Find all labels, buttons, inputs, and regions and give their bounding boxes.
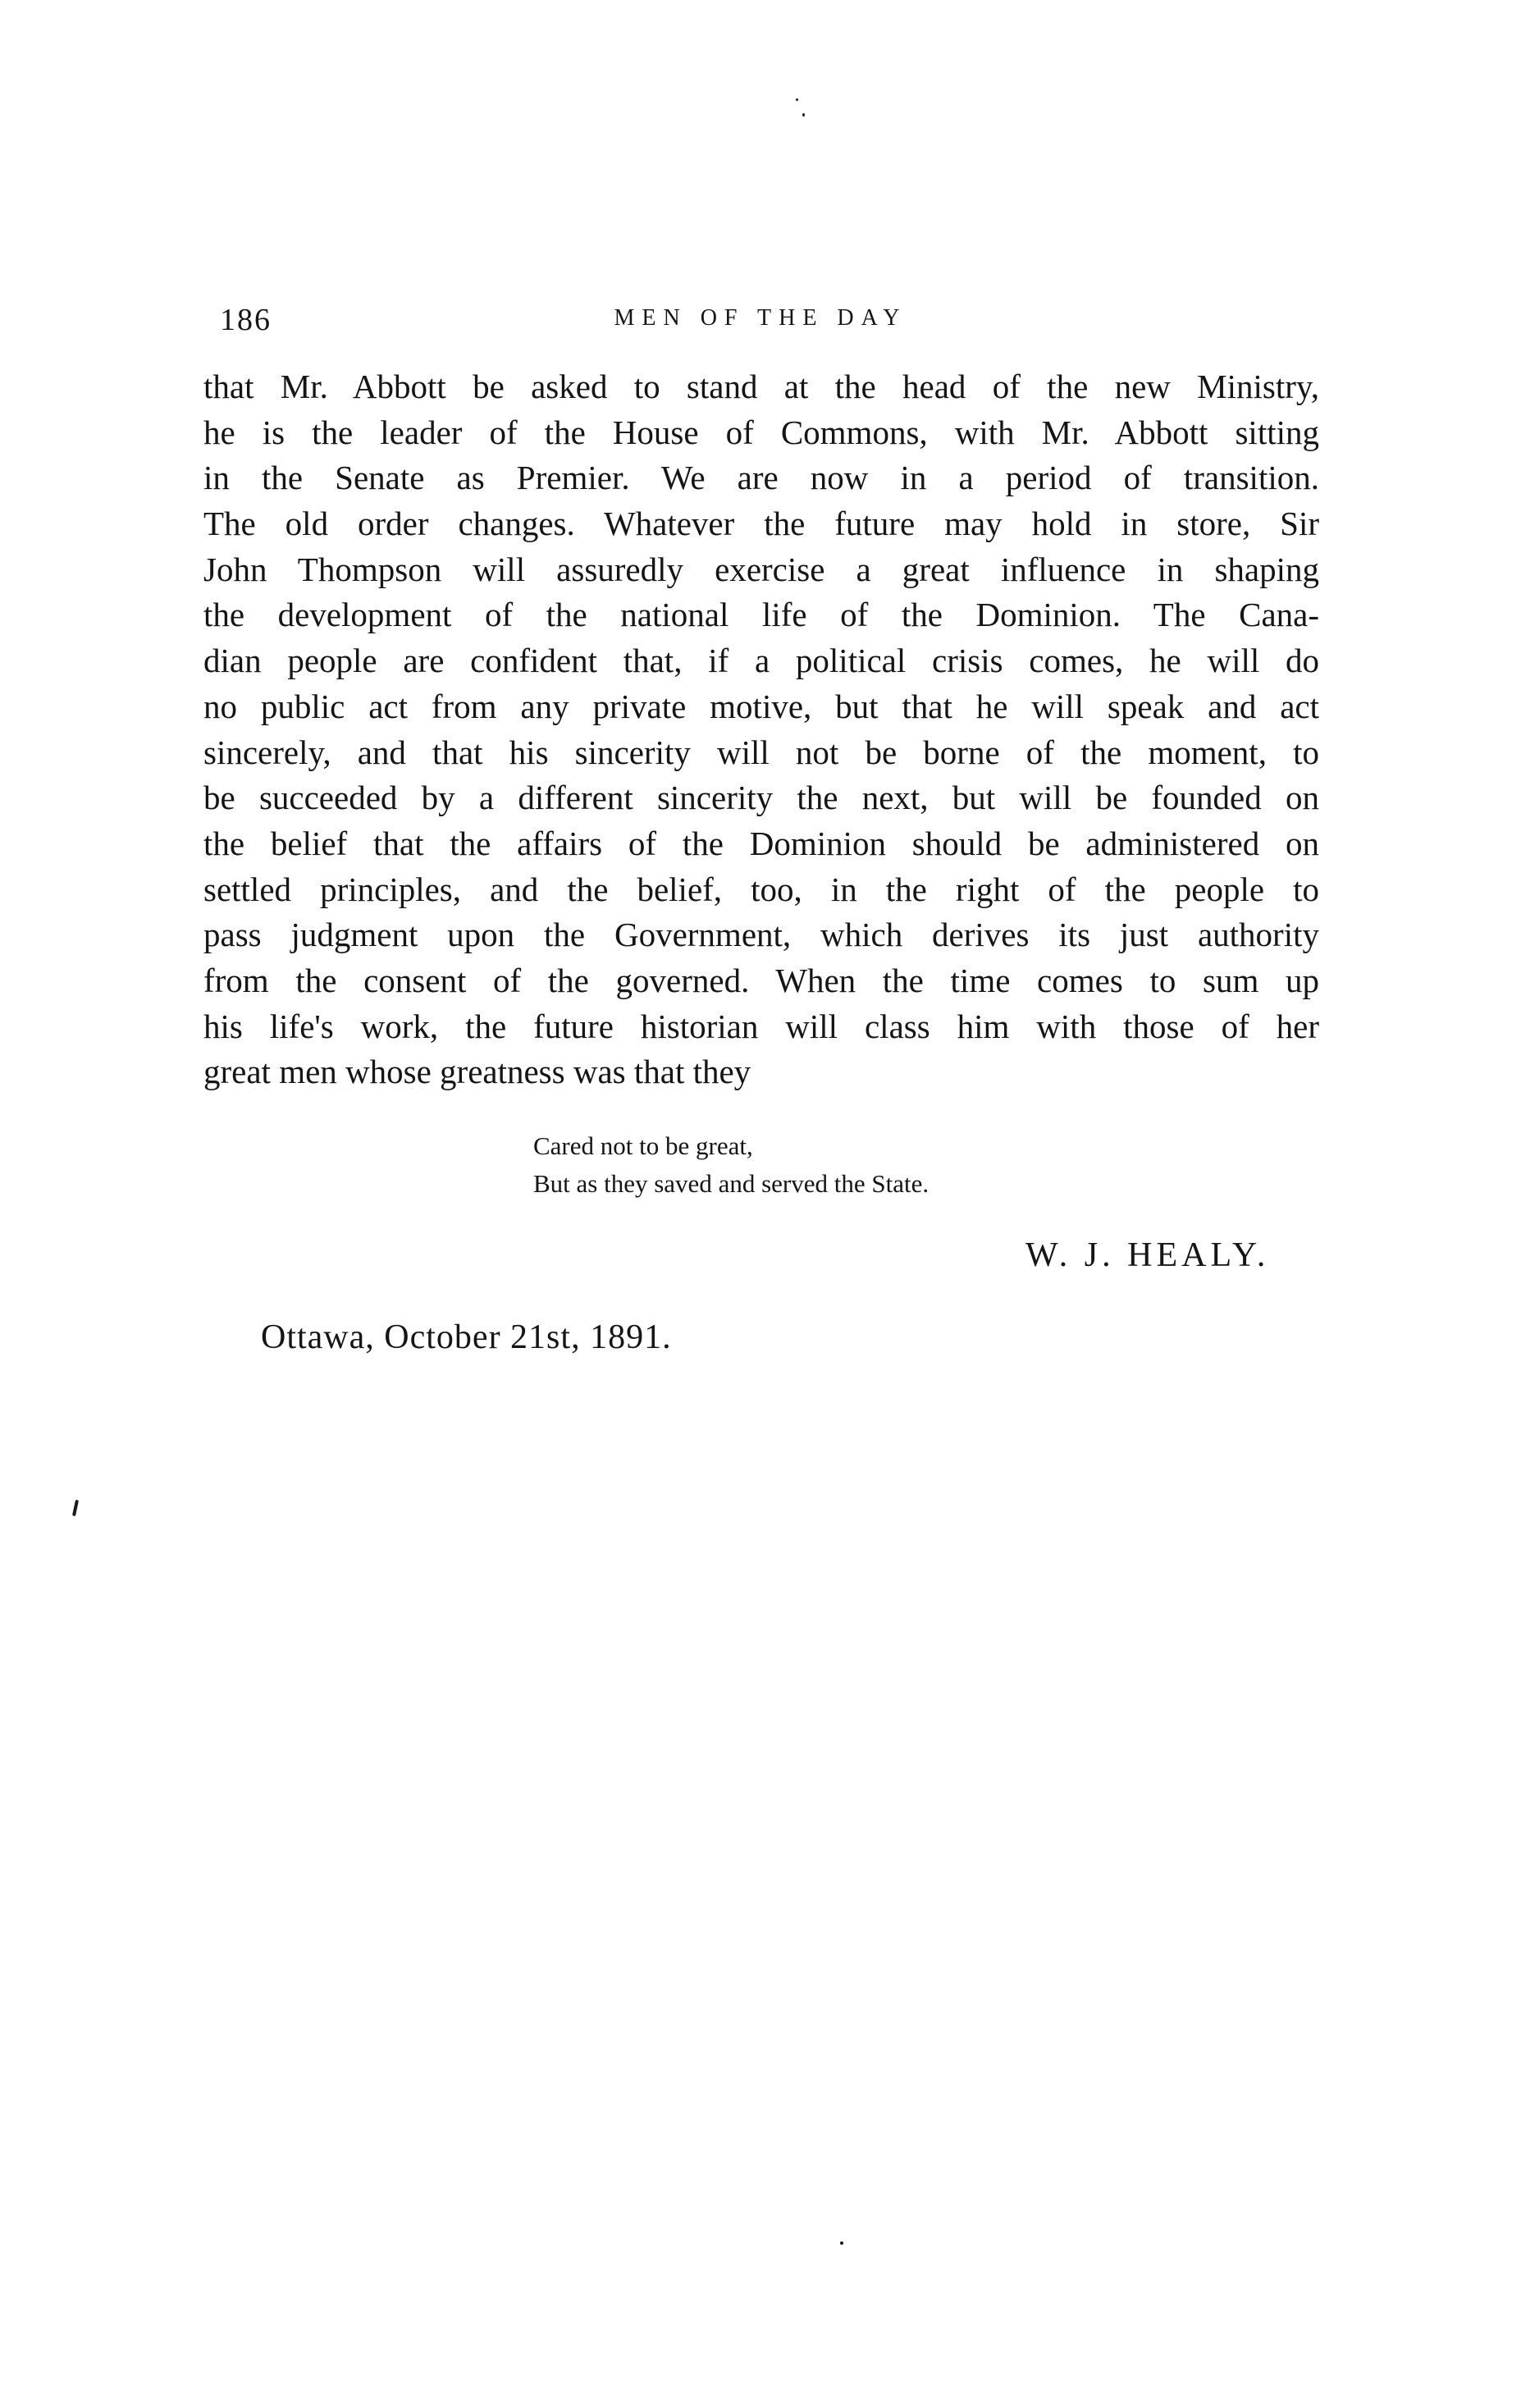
body-line: The old order changes. Whatever the future may hold in store, Sir bbox=[203, 505, 1319, 543]
scan-speck bbox=[802, 113, 805, 117]
body-line: John Thompson will assuredly exercise a great influence in shaping bbox=[203, 550, 1319, 588]
verse-quote bbox=[533, 1127, 929, 1203]
quote-line: But as they saved and served the State. bbox=[533, 1169, 930, 1198]
scan-speck bbox=[72, 1500, 79, 1516]
body-line: no public act from any private motive, but that he will speak and act bbox=[203, 687, 1319, 725]
running-head: MEN OF THE DAY bbox=[614, 305, 907, 331]
quote-line: Cared not to be great, bbox=[533, 1131, 753, 1160]
body-line: the belief that the affairs of the Dominion should be administered on bbox=[203, 824, 1319, 862]
body-line: sincerely, and that his sincerity will not be borne of the moment, to bbox=[203, 733, 1319, 771]
scan-speck bbox=[796, 98, 798, 101]
page-number: 186 bbox=[220, 303, 272, 337]
body-line: in the Senate as Premier. We are now in a period of transition. bbox=[203, 459, 1319, 497]
author-signature: W. J. HEALY. bbox=[1025, 1236, 1270, 1274]
body-line: great men whose greatness was that they bbox=[203, 1053, 751, 1091]
body-line: he is the leader of the House of Commons, with Mr. Abbott sitting bbox=[203, 413, 1319, 451]
body-line: dian people are confident that, if a political crisis comes, he will do bbox=[203, 642, 1319, 680]
body-line: from the consent of the governed. When the time comes to sum up bbox=[203, 961, 1319, 999]
body-line: that Mr. Abbott be asked to stand at the head of the new Ministry, bbox=[203, 368, 1319, 405]
body-line: the development of the national life of the Dominion. The Cana- bbox=[203, 596, 1319, 634]
body-line: pass judgment upon the Government, which derives its just authority bbox=[203, 916, 1319, 954]
scan-speck bbox=[840, 2241, 843, 2245]
body-line: be succeeded by a different sincerity the next, but will be founded on bbox=[203, 779, 1319, 817]
body-text bbox=[203, 364, 1319, 1095]
place-date-line: Ottawa, October 21st, 1891. bbox=[261, 1318, 672, 1356]
body-line: his life's work, the future historian will class him with those of her bbox=[203, 1007, 1319, 1045]
body-line: settled principles, and the belief, too, in the right of the people to bbox=[203, 870, 1319, 908]
